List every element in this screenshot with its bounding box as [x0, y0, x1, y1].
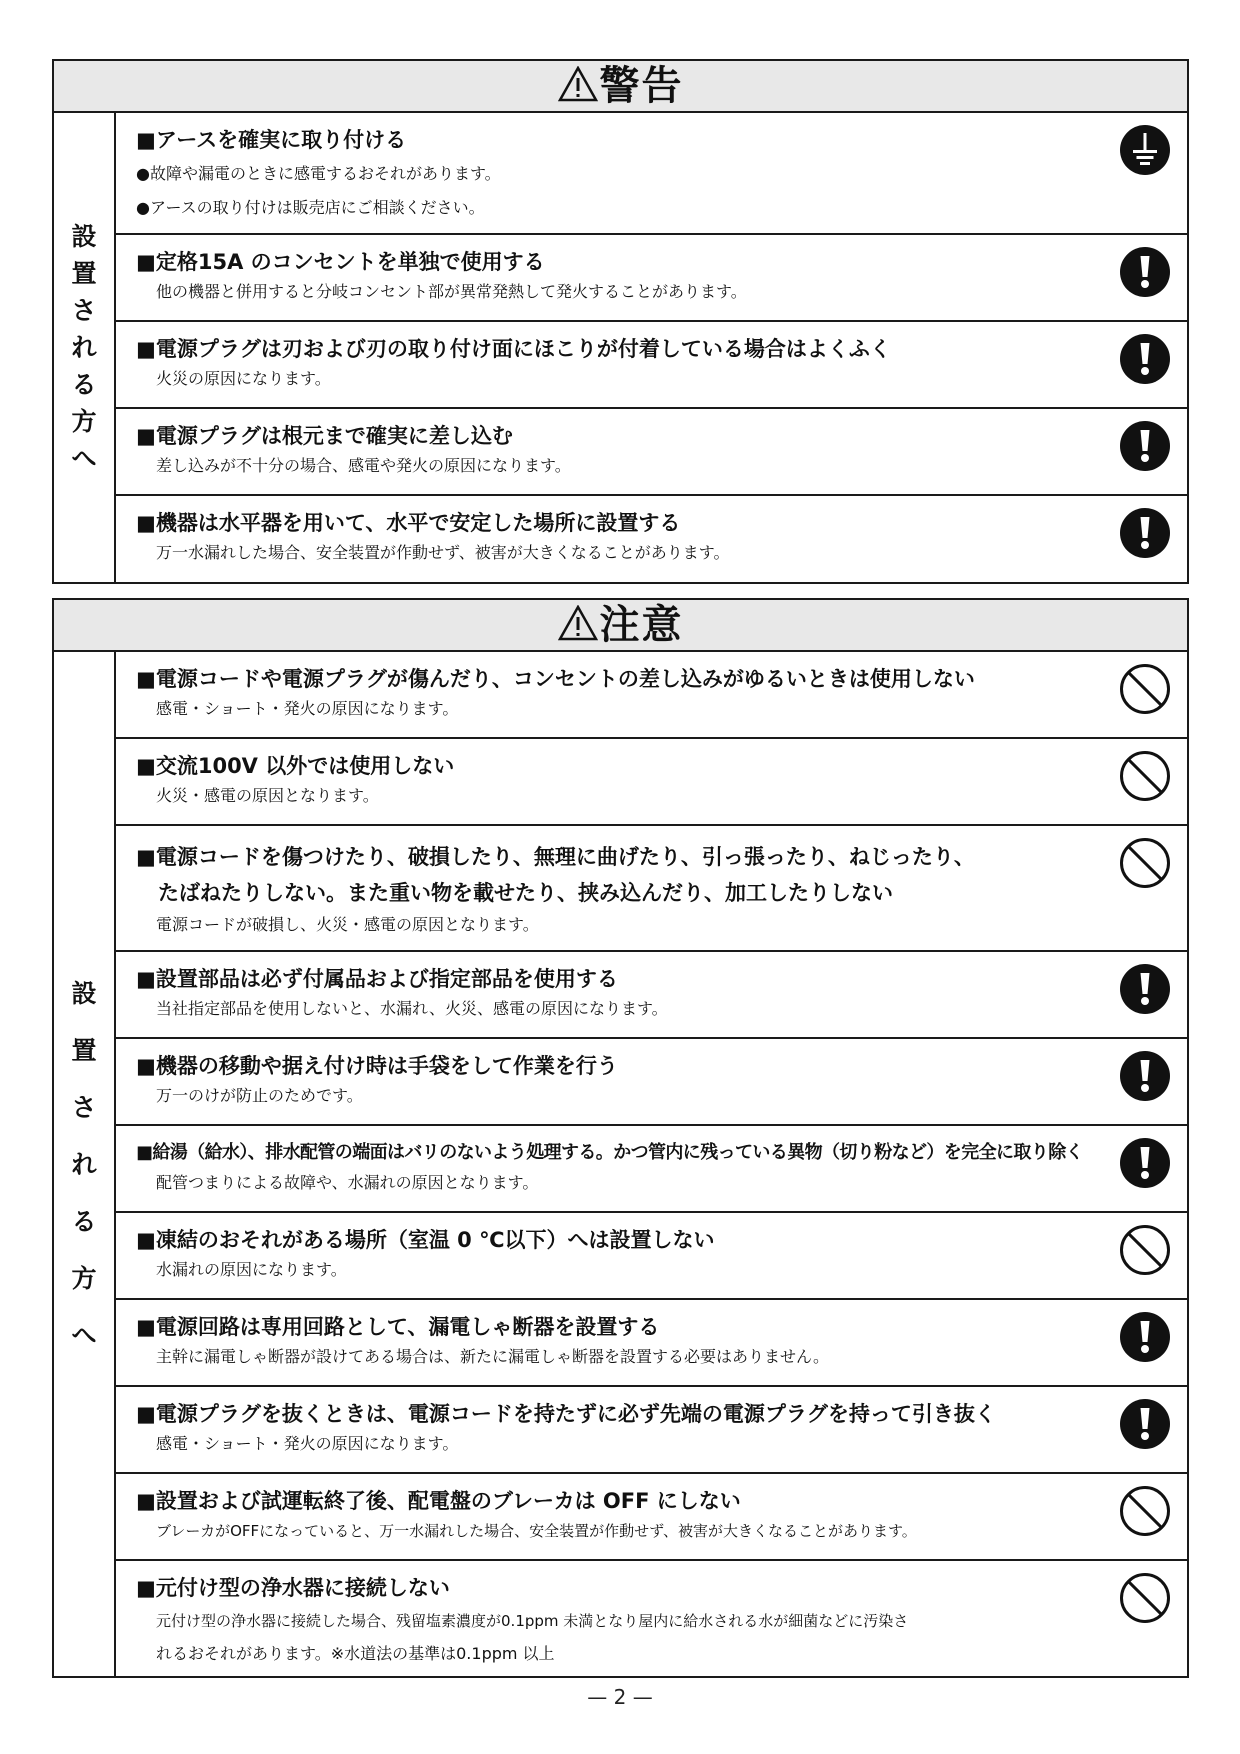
warning-title — [558, 63, 684, 109]
item-desc: 差し込みが不十分の場合、感電や発火の原因になります。 — [156, 456, 571, 475]
prohibited-icon — [1119, 1485, 1171, 1537]
item-title: ■交流100V 以外では使用しない — [136, 754, 455, 778]
item-desc: ●アースの取り付けは販売店にご相談ください。 — [136, 198, 485, 217]
warning-item — [116, 409, 1187, 496]
side-char: さ — [71, 296, 97, 325]
warning-triangle-icon — [558, 66, 598, 102]
item-desc: 配管つまりによる故障や、水漏れの原因となります。 — [156, 1173, 539, 1192]
warning-section — [52, 59, 1189, 584]
item-desc: 感電・ショート・発火の原因になります。 — [156, 1434, 459, 1453]
caution-side-label — [54, 652, 116, 1676]
item-title-cont: たばねたりしない。また重い物を載せたり、挟み込んだり、加工したりしない — [158, 881, 893, 905]
item-desc: 万一水漏れした場合、安全装置が作動せず、被害が大きくなることがあります。 — [156, 543, 730, 562]
item-desc: 電源コードが破損し、火災・感電の原因となります。 — [156, 915, 539, 934]
item-title: ■電源コードを傷つけたり、破損したり、無理に曲げたり、引っ張ったり、ねじったり、 — [136, 845, 975, 869]
prohibited-icon — [1119, 750, 1171, 802]
mandatory-icon — [1119, 1311, 1171, 1363]
item-title: ■設置部品は必ず付属品および指定部品を使用する — [136, 967, 618, 991]
item-desc: れるおそれがあります。※水道法の基準は0.1ppm 以上 — [156, 1644, 555, 1663]
item-title: ■凍結のおそれがある場所（室温 0 ℃以下）へは設置しない — [136, 1228, 715, 1252]
item-title: ■元付け型の浄水器に接続しない — [136, 1576, 450, 1600]
warning-header — [54, 61, 1187, 113]
caution-item — [116, 1561, 1187, 1676]
side-char: る — [71, 370, 97, 399]
side-char: る — [71, 1206, 97, 1236]
mandatory-icon — [1119, 246, 1171, 298]
item-title: ■電源コードや電源プラグが傷んだり、コンセントの差し込みがゆるいときは使用しない — [136, 667, 975, 691]
caution-title-text: 注意 — [599, 602, 684, 648]
mandatory-icon — [1119, 1398, 1171, 1450]
caution-section — [52, 598, 1189, 1678]
item-desc: 感電・ショート・発火の原因になります。 — [156, 699, 459, 718]
item-title: ■機器の移動や据え付け時は手袋をして作業を行う — [136, 1054, 618, 1078]
side-char: 方 — [71, 407, 97, 436]
side-char: れ — [71, 333, 97, 362]
caution-item — [116, 1126, 1187, 1213]
mandatory-icon — [1119, 963, 1171, 1015]
item-title: ■電源回路は専用回路として、漏電しゃ断器を設置する — [136, 1315, 660, 1339]
warning-item — [116, 496, 1187, 582]
item-desc: 主幹に漏電しゃ断器が設けてある場合は、新たに漏電しゃ断器を設置する必要はありません。 — [156, 1347, 829, 1366]
item-desc: 当社指定部品を使用しないと、水漏れ、火災、感電の原因になります。 — [156, 999, 668, 1018]
side-char: 置 — [71, 259, 97, 288]
mandatory-icon — [1119, 333, 1171, 385]
side-char: 設 — [71, 222, 97, 251]
ground-icon — [1119, 124, 1171, 176]
caution-item — [116, 952, 1187, 1039]
caution-item — [116, 739, 1187, 826]
item-title: ■設置および試運転終了後、配電盤のブレーカは OFF にしない — [136, 1489, 741, 1513]
prohibited-icon — [1119, 1224, 1171, 1276]
mandatory-icon — [1119, 507, 1171, 559]
side-char: 置 — [71, 1035, 97, 1065]
side-char: れ — [71, 1149, 97, 1179]
caution-header — [54, 600, 1187, 652]
item-desc: 水漏れの原因になります。 — [156, 1260, 347, 1279]
item-desc: 元付け型の浄水器に接続した場合、残留塩素濃度が0.1ppm 未満となり屋内に給水される水が細菌などに汚染さ — [156, 1612, 909, 1630]
item-title: ■電源プラグを抜くときは、電源コードを持たずに必ず先端の電源プラグを持って引き抜く — [136, 1402, 996, 1426]
prohibited-icon — [1119, 837, 1171, 889]
mandatory-icon — [1119, 420, 1171, 472]
item-desc: ●故障や漏電のときに感電するおそれがあります。 — [136, 164, 501, 183]
warning-item — [116, 322, 1187, 409]
caution-item — [116, 1300, 1187, 1387]
item-title: ■電源プラグは刃および刃の取り付け面にほこりが付着している場合はよくふく — [136, 337, 891, 361]
caution-item — [116, 652, 1187, 739]
side-char: さ — [71, 1092, 97, 1122]
mandatory-icon — [1119, 1137, 1171, 1189]
side-char: へ — [71, 444, 97, 473]
prohibited-icon — [1119, 1572, 1171, 1624]
item-desc: ブレーカがOFFになっていると、万一水漏れした場合、安全装置が作動せず、被害が大きくなることがあります。 — [156, 1522, 917, 1540]
side-char: 設 — [71, 978, 97, 1008]
item-title: ■給湯（給水）、排水配管の端面はバリのないよう処理する。かつ管内に残っている異物（切り粉など）を完全に取り除く — [136, 1142, 1084, 1163]
warning-item — [116, 235, 1187, 322]
item-title: ■アースを確実に取り付ける — [136, 128, 407, 152]
warning-side-label — [54, 113, 116, 582]
page-number: — 2 — — [587, 1685, 653, 1709]
prohibited-icon — [1119, 663, 1171, 715]
caution-item — [116, 1213, 1187, 1300]
mandatory-icon — [1119, 1050, 1171, 1102]
warning-triangle-icon — [558, 605, 598, 641]
item-desc: 火災の原因になります。 — [156, 369, 331, 388]
item-title: ■定格15A のコンセントを単独で使用する — [136, 250, 545, 274]
caution-title — [558, 602, 684, 648]
caution-item — [116, 826, 1187, 952]
warning-title-text: 警告 — [599, 63, 684, 109]
item-desc: 火災・感電の原因となります。 — [156, 786, 379, 805]
item-desc: 他の機器と併用すると分岐コンセント部が異常発熱して発火することがあります。 — [156, 282, 747, 301]
warning-item — [116, 113, 1187, 235]
caution-item — [116, 1387, 1187, 1474]
item-desc: 万一のけが防止のためです。 — [156, 1086, 363, 1105]
caution-item — [116, 1474, 1187, 1561]
item-title: ■電源プラグは根元まで確実に差し込む — [136, 424, 513, 448]
side-char: へ — [71, 1320, 97, 1350]
item-title: ■機器は水平器を用いて、水平で安定した場所に設置する — [136, 511, 681, 535]
side-char: 方 — [71, 1263, 97, 1293]
caution-item — [116, 1039, 1187, 1126]
